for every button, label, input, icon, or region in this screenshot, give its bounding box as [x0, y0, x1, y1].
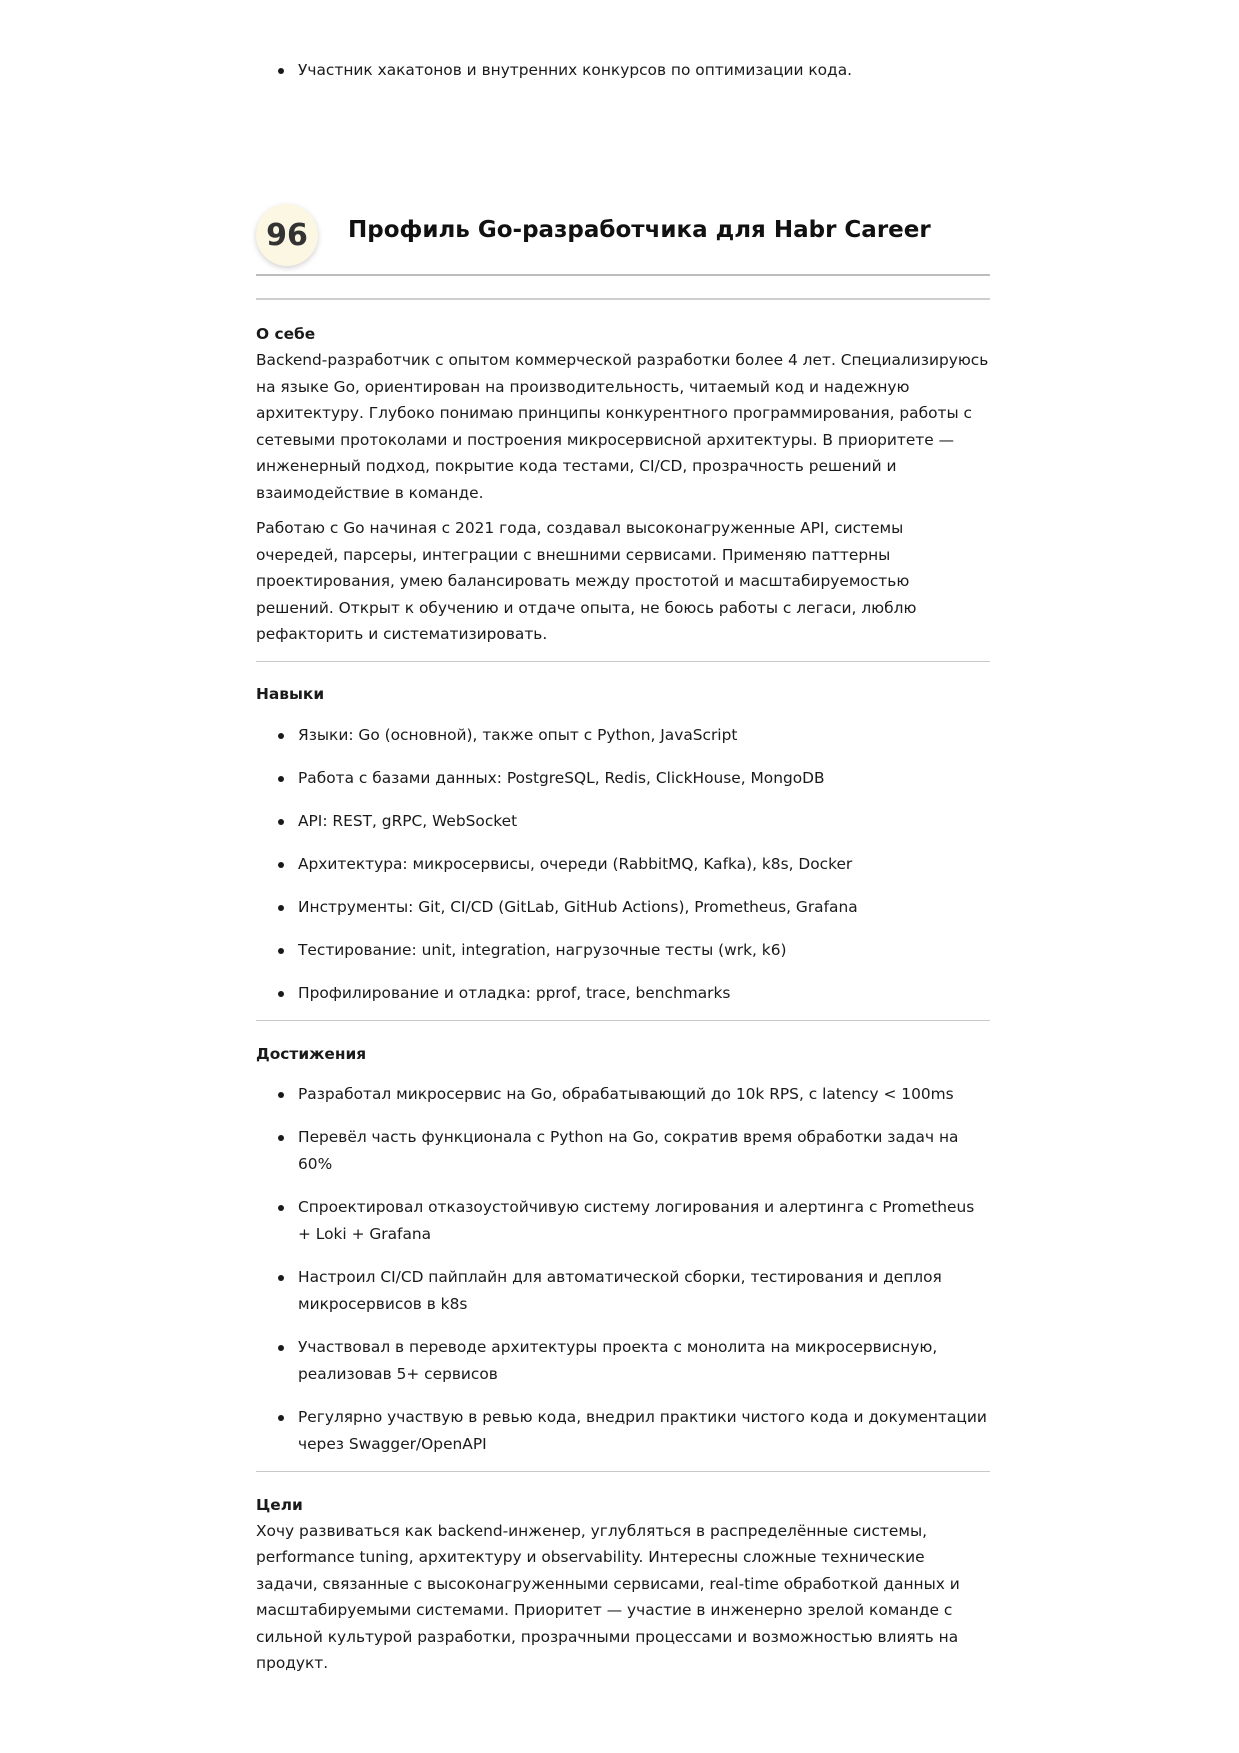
about-heading: О себе: [256, 325, 316, 343]
achievement-item: Разработал микросервис на Go, обрабатывающий до 10k RPS, с latency < 100ms: [298, 1081, 990, 1108]
skill-item: API: REST, gRPC, WebSocket: [298, 808, 990, 835]
profile-content: [256, 298, 990, 1677]
chapter-title: Профиль Go-разработчика для Habr Career: [348, 217, 931, 243]
achievement-item: Настроил CI/CD пайплайн для автоматической сборки, тестирования и деплоя микросервисов в k8s: [298, 1264, 990, 1318]
chapter-header: [256, 198, 990, 276]
chapter-number-badge: 96: [256, 204, 318, 266]
achievement-item: Перевёл часть функционала с Python на Go, сократив время обработки задач на 60%: [298, 1124, 990, 1178]
skill-item: Тестирование: unit, integration, нагрузочные тесты (wrk, k6): [298, 937, 990, 964]
goals-paragraph: Хочу развиваться как backend-инженер, углубляться в распределённые системы, performance tuning, архитектуру и observability. Интересны сложные технические задачи, связанные с высоконагруженными сервисами, real-time обработкой данных и масштабируемыми системами. Приоритет — участие в инженерно зрелой команде с сильной культурой разработки, прозрачными процессами и возможностью влиять на продукт.: [256, 1521, 960, 1672]
skills-heading: Навыки: [256, 684, 325, 703]
skills-section: [256, 662, 990, 1021]
goals-section: [256, 1472, 990, 1677]
about-paragraph: Backend-разработчик с опытом коммерческой разработки более 4 лет. Специализируюсь на языке Go, ориентирован на производительность, читаемый код и надежную архитектуру. Глубоко понимаю принципы конкурентного программирования, работы с сетевыми протоколами и построения микросервисной архитектуры. В приоритете — инженерный подход, покрытие кода тестами, CI/CD, прозрачность решений и взаимодействие в команде.: [256, 351, 989, 502]
achievements-list: [256, 1081, 990, 1458]
goals-heading: Цели: [256, 1495, 303, 1514]
achievements-section: [256, 1021, 990, 1472]
skill-item: Профилирование и отладка: pprof, trace, benchmarks: [298, 980, 990, 1007]
achievement-item: Спроектировал отказоустойчивую систему логирования и алертинга с Prometheus + Loki + Grafana: [298, 1194, 990, 1248]
skill-item: Работа с базами данных: PostgreSQL, Redis, ClickHouse, MongoDB: [298, 765, 990, 792]
skills-list: [256, 722, 990, 1007]
achievement-item: Участвовал в переводе архитектуры проекта с монолита на микросервисную, реализовав 5+ сервисов: [298, 1334, 990, 1388]
list-item: Участник хакатонов и внутренних конкурсов по оптимизации кода.: [298, 57, 1032, 84]
skill-item: Инструменты: Git, CI/CD (GitLab, GitHub Actions), Prometheus, Grafana: [298, 894, 990, 921]
previous-section-list: [256, 57, 1032, 84]
achievements-heading: Достижения: [256, 1044, 367, 1063]
skill-item: Архитектура: микросервисы, очереди (RabbitMQ, Kafka), k8s, Docker: [298, 851, 990, 878]
about-section: [256, 300, 990, 662]
about-paragraph: Работаю с Go начиная с 2021 года, создавал высоконагруженные API, системы очередей, парсеры, интеграции с внешними сервисами. Применяю паттерны проектирования, умею балансировать между простотой и масштабируемостью решений. Открыт к обучению и отдаче опыта, не боюсь работы с легаси, люблю рефакторить и систематизировать.: [256, 519, 917, 643]
achievement-item: Регулярно участвую в ревью кода, внедрил практики чистого кода и документации через Swagger/OpenAPI: [298, 1404, 990, 1458]
skill-item: Языки: Go (основной), также опыт с Python, JavaScript: [298, 722, 990, 749]
